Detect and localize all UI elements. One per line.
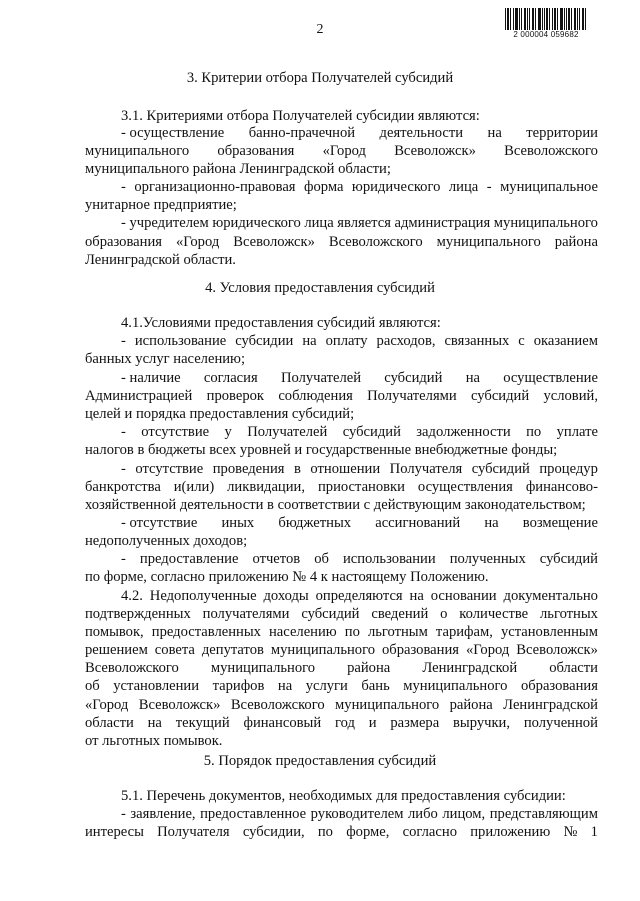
- section-4-line-9: [85, 478, 598, 496]
- word: 1: [590, 824, 598, 840]
- word: уплате: [556, 424, 598, 440]
- word: Ленинградской: [422, 660, 518, 676]
- word: отношении: [310, 461, 381, 477]
- word: субсидий: [384, 370, 443, 386]
- word: заявление,: [130, 806, 196, 822]
- word: - отсутствие: [121, 515, 198, 531]
- word: является: [337, 215, 391, 231]
- word: района: [347, 660, 391, 676]
- word: осуществления: [417, 479, 513, 495]
- word: - наличие: [121, 370, 181, 386]
- section-3-intro: 3.1. Критериями отбора Получателей субсидии являются:: [121, 108, 480, 124]
- word: выручки,: [453, 715, 511, 731]
- section-3-item-1-line-3: муниципального района Ленинградской области;: [85, 161, 391, 177]
- word: Получателей: [280, 370, 362, 386]
- word: муниципального: [335, 697, 440, 713]
- section-4-line-8: [121, 460, 598, 478]
- word: совета: [154, 642, 195, 658]
- word: процедур: [539, 461, 598, 477]
- word: муниципальное: [500, 179, 598, 195]
- word: на: [147, 715, 162, 731]
- word: соблюдения: [278, 388, 353, 404]
- word: согласия: [203, 370, 258, 386]
- word: на: [302, 333, 317, 349]
- word: -: [121, 806, 126, 822]
- word: «Город: [175, 234, 220, 250]
- word: подтвержденных: [85, 606, 191, 622]
- word: и: [368, 715, 377, 731]
- word: Администрацией: [85, 388, 193, 404]
- word: форме,: [346, 824, 390, 840]
- barcode-number: 2 000004 059682: [513, 30, 579, 39]
- section-3-item-2-line-1: [121, 178, 598, 196]
- word: муниципального: [403, 678, 508, 694]
- word: «Город: [85, 697, 129, 713]
- word: банкротства: [85, 479, 161, 495]
- word: финансово-: [525, 479, 598, 495]
- word: «Город: [465, 642, 510, 658]
- word: депутатов: [201, 642, 264, 658]
- word: Всеволожск»: [516, 642, 598, 658]
- word: проведения: [212, 461, 285, 477]
- section-4-2-line-8: [85, 714, 598, 732]
- word: отсутствие: [135, 461, 204, 477]
- word: с: [518, 333, 525, 349]
- word: предоставление: [139, 551, 239, 567]
- word: образования: [520, 678, 598, 694]
- word: 4.2.: [121, 588, 143, 604]
- word: об: [85, 678, 100, 694]
- word: района: [449, 697, 493, 713]
- word: района: [554, 234, 598, 250]
- word: финансовый: [243, 715, 322, 731]
- page-number: 2: [316, 22, 324, 37]
- section-4-2-line-4: [85, 641, 598, 659]
- section-4-line-14: по форме, согласно приложению № 4 к настоящему Положению.: [85, 569, 489, 585]
- word: субсидии: [235, 333, 294, 349]
- word: приостановки: [317, 479, 405, 495]
- word: на: [465, 370, 480, 386]
- word: организационно-правовая: [134, 179, 296, 195]
- word: тарифов: [212, 678, 265, 694]
- word: связанных: [444, 333, 510, 349]
- word: возмещение: [522, 515, 598, 531]
- word: муниципального: [436, 234, 541, 250]
- word: полученных: [449, 551, 526, 567]
- word: -: [121, 179, 126, 195]
- section-4-line-13: [121, 550, 598, 568]
- section-4-2-line-2: [85, 605, 598, 623]
- word: форма: [304, 179, 344, 195]
- word: области: [85, 715, 134, 731]
- word: на: [484, 515, 499, 531]
- word: сведений: [371, 606, 429, 622]
- word: Всеволожск»: [233, 234, 315, 250]
- word: Всеволожского: [504, 143, 598, 159]
- word: на: [409, 588, 424, 604]
- word: -: [486, 179, 492, 195]
- word: лицом,: [442, 806, 486, 822]
- section-4-heading: 4. Условия предоставления субсидий: [205, 280, 435, 296]
- word: руководителем: [310, 806, 404, 822]
- section-4-line-11: [121, 514, 598, 532]
- word: определяются: [315, 588, 403, 604]
- word: тарифам,: [435, 624, 493, 640]
- word: на: [277, 678, 293, 694]
- word: размера: [390, 715, 440, 731]
- word: задолженности: [416, 424, 511, 440]
- word: населению: [269, 624, 337, 640]
- word: предоставленное: [200, 806, 307, 822]
- word: -: [121, 333, 126, 349]
- section-3-item-3-line-3: Ленинградской области.: [85, 252, 236, 268]
- word: области: [549, 660, 598, 676]
- section-4-2-line-6: [85, 677, 598, 695]
- section-4-line-2: банных услуг населению;: [85, 351, 246, 367]
- word: получателями: [202, 606, 290, 622]
- word: либо: [408, 806, 438, 822]
- word: территории: [526, 125, 598, 141]
- section-4-intro: 4.1.Условиями предоставления субсидий являются:: [121, 315, 441, 331]
- word: лица: [448, 179, 479, 195]
- word: отсутствие: [141, 424, 210, 440]
- word: использовании: [342, 551, 436, 567]
- word: отчетов: [252, 551, 301, 567]
- word: №: [563, 824, 578, 840]
- word: предоставленных: [151, 624, 261, 640]
- word: текущий: [175, 715, 230, 731]
- word: услуги: [305, 678, 348, 694]
- section-3-heading: 3. Критерии отбора Получателей субсидий: [186, 70, 454, 86]
- word: о: [440, 606, 448, 622]
- word: субсидий: [471, 461, 530, 477]
- word: использование: [134, 333, 227, 349]
- section-4-line-3: [121, 369, 598, 387]
- section-4-line-10: хозяйственной деятельности в соответствии с действующим законодательством;: [85, 497, 586, 513]
- word: Всеволожск»: [394, 143, 476, 159]
- word: банно-прачечной: [248, 125, 356, 141]
- word: установлении: [113, 678, 200, 694]
- word: юридического: [212, 215, 301, 231]
- word: муниципального: [210, 660, 316, 676]
- word: образования: [217, 143, 295, 159]
- word: Получателями: [367, 388, 457, 404]
- word: Всеволожского: [85, 660, 179, 676]
- section-3-item-1-line-1: [121, 124, 598, 142]
- word: льготным: [367, 624, 428, 640]
- word: субсидий: [539, 551, 598, 567]
- word: на: [487, 125, 502, 141]
- section-4-2-line-7: [85, 696, 598, 714]
- word: муниципального: [493, 215, 598, 231]
- word: Всеволожского: [230, 697, 325, 713]
- word: деятельности: [379, 125, 464, 141]
- word: образования: [382, 642, 459, 658]
- section-4-line-4: [85, 387, 598, 405]
- word: учредителем: [129, 215, 209, 231]
- word: представляющим: [489, 806, 598, 822]
- word: доходы: [263, 588, 309, 604]
- section-4-line-12: недополученных доходов;: [85, 533, 248, 549]
- word: расходов,: [376, 333, 436, 349]
- word: «Город: [322, 143, 366, 159]
- section-3-item-2-line-2: унитарное предприятие;: [85, 197, 237, 213]
- word: в: [294, 461, 301, 477]
- word: согласно: [402, 824, 457, 840]
- section-3-item-3-line-1: [121, 214, 598, 232]
- word: администрация: [394, 215, 491, 231]
- section-5-line-2: [85, 823, 598, 841]
- word: основании: [430, 588, 497, 604]
- word: образования: [85, 234, 162, 250]
- word: -: [121, 424, 126, 440]
- section-3-item-3-line-2: [85, 233, 598, 251]
- barcode: [505, 8, 587, 40]
- section-4-2-line-5: [85, 659, 598, 677]
- word: решением: [85, 642, 148, 658]
- word: -: [121, 215, 126, 231]
- word: Получателя: [389, 461, 463, 477]
- word: Всеволожского: [328, 234, 423, 250]
- word: субсидий: [471, 388, 530, 404]
- word: документально: [503, 588, 598, 604]
- word: иных: [221, 515, 255, 531]
- word: льготных: [540, 606, 598, 622]
- section-5-heading: 5. Порядок предоставления субсидий: [203, 753, 437, 769]
- word: муниципального: [270, 642, 376, 658]
- word: количестве: [459, 606, 529, 622]
- section-4-line-6: [121, 423, 598, 441]
- section-3-item-1-line-2: [85, 142, 598, 160]
- word: -: [121, 551, 126, 567]
- section-4-2-line-3: [85, 623, 598, 641]
- word: по: [317, 824, 333, 840]
- section-4-line-1: [121, 332, 598, 350]
- word: и(или): [173, 479, 215, 495]
- word: об: [314, 551, 329, 567]
- word: муниципального: [85, 143, 190, 159]
- word: субсидий: [301, 606, 360, 622]
- word: Получателя: [157, 824, 230, 840]
- word: установленным: [500, 624, 598, 640]
- word: лица: [304, 215, 334, 231]
- word: юридического: [351, 179, 441, 195]
- barcode-bars: [505, 8, 587, 30]
- word: год: [334, 715, 355, 731]
- section-4-2-line-9: от льготных помывок.: [85, 733, 223, 749]
- word: осуществление: [503, 370, 598, 386]
- word: полученной: [523, 715, 598, 731]
- word: приложению: [470, 824, 551, 840]
- word: условий,: [543, 388, 598, 404]
- word: -: [121, 461, 126, 477]
- word: оказанием: [533, 333, 598, 349]
- word: проверок: [206, 388, 265, 404]
- word: бюджетных: [278, 515, 352, 531]
- word: Всеволожск»: [138, 697, 221, 713]
- word: субсидии,: [242, 824, 305, 840]
- section-4-2-line-1: [121, 587, 598, 605]
- word: субсидий: [342, 424, 401, 440]
- section-5-line-1: [121, 805, 598, 823]
- word: Получателей: [247, 424, 328, 440]
- word: ликвидации,: [227, 479, 306, 495]
- word: - осуществление: [121, 125, 225, 141]
- word: Недополученные: [149, 588, 257, 604]
- word: оплату: [325, 333, 368, 349]
- section-4-line-7: налогов в бюджеты всех уровней и государственные внебюджетные фонды;: [85, 442, 558, 458]
- word: бань: [361, 678, 390, 694]
- word: Ленинградской: [503, 697, 598, 713]
- word: по: [526, 424, 542, 440]
- word: по: [344, 624, 360, 640]
- word: помывок,: [85, 624, 144, 640]
- word: интересы: [85, 824, 144, 840]
- section-5-intro: 5.1. Перечень документов, необходимых для предоставления субсидии:: [121, 788, 566, 804]
- word: ассигнований: [375, 515, 461, 531]
- word: у: [224, 424, 232, 440]
- section-4-line-5: целей и порядка предоставления субсидий;: [85, 406, 355, 422]
